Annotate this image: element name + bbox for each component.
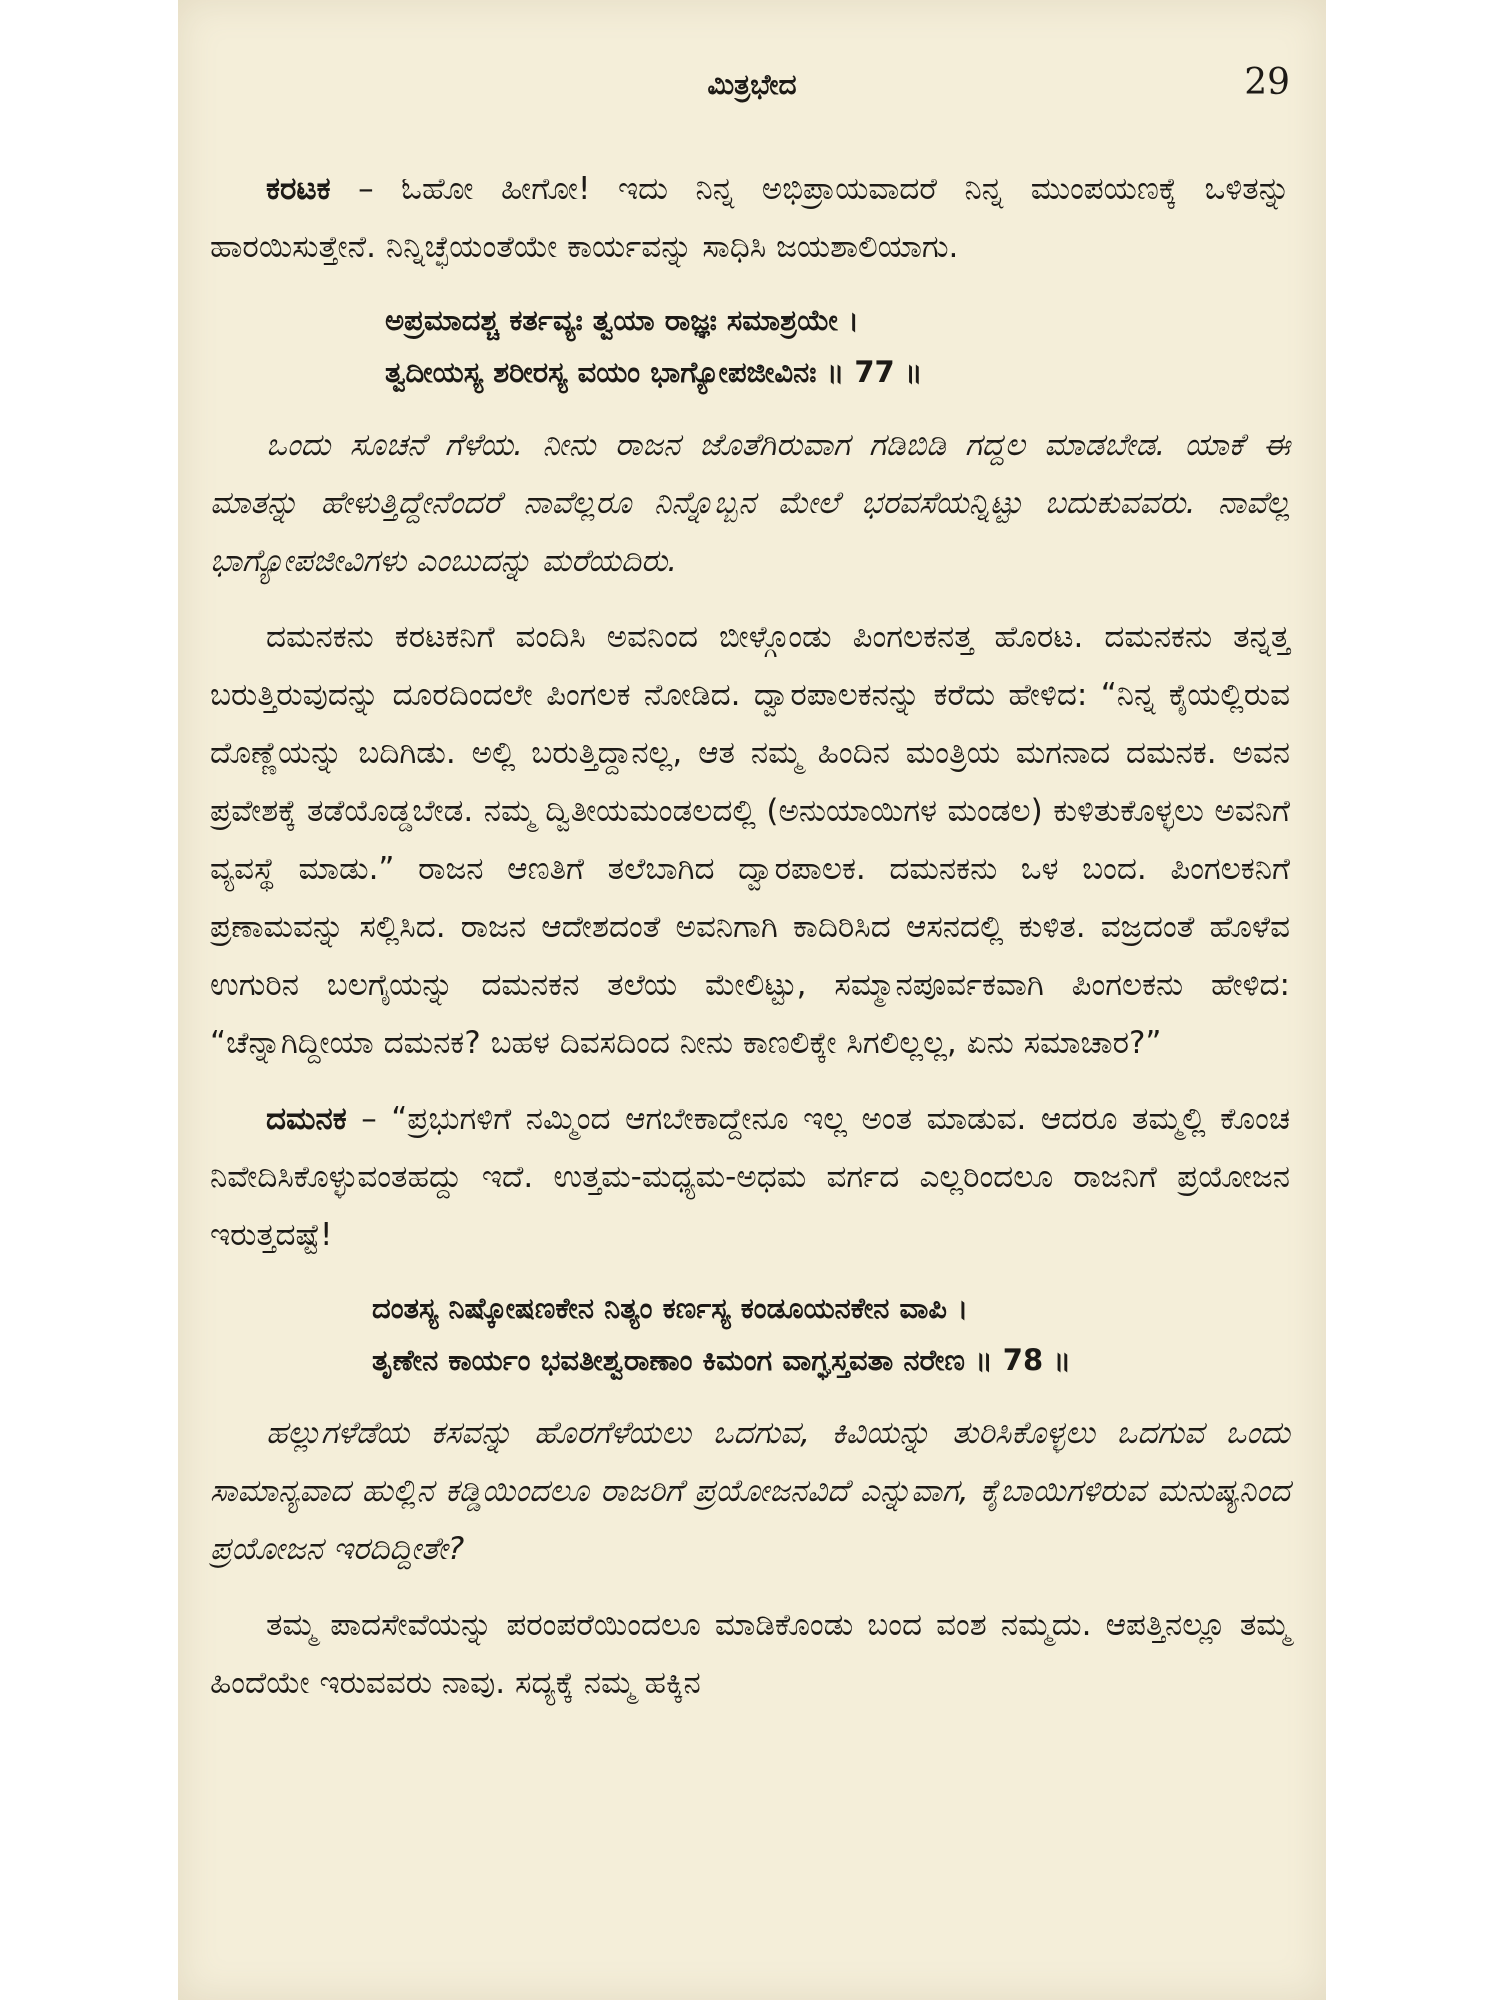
page-number: 29: [1244, 62, 1290, 103]
verse-line: ಅಪ್ರಮಾದಶ್ಚ ಕರ್ತವ್ಯಃ ತ್ವಯಾ ರಾಜ್ಞಃ ಸಮಾಶ್ರಯೇ ।: [385, 303, 859, 337]
narrative-paragraph: ತಮ್ಮ ಪಾದಸೇವೆಯನ್ನು ಪರಂಪರೆಯಿಂದಲೂ ಮಾಡಿಕೊಂಡು ಬಂದ ವಂಶ ನಮ್ಮದು. ಆಪತ್ತಿನಲ್ಲೂ ತಮ್ಮ ಹಿಂದೆಯೇ ಇರುವವರು ನಾವು. ಸದ್ಯಕ್ಕೆ ನಮ್ಮ ಹಕ್ಕಿನ: [210, 1607, 1290, 1701]
running-title: ಮಿತ್ರಭೇದ: [707, 68, 797, 101]
speech-text: – “ಪ್ರಭುಗಳಿಗೆ ನಮ್ಮಿಂದ ಆಗಬೇಕಾದ್ದೇನೂ ಇಲ್ಲ ಅಂತ ಮಾಡುವ. ಆದರೂ ತಮ್ಮಲ್ಲಿ ಕೊಂಚ ನಿವೇದಿಸಿಕೊಳ್ಳುವಂತಹದ್ದು ಇದೆ. ಉತ್ತಮ-ಮಧ್ಯಮ-ಅಧಮ ವರ್ಗದ ಎಲ್ಲರಿಂದಲೂ ರಾಜನಿಗೆ ಪ್ರಯೋಜನ ಇರುತ್ತದಷ್ಟೆ!: [210, 1101, 1290, 1253]
verse-78: [210, 1282, 1290, 1386]
verse-line: ತೃಣೇನ ಕಾರ್ಯಂ ಭವತೀಶ್ವರಾಣಾಂ ಕಿಮಂಗ ವಾಗ್ಘಸ್ತವತಾ ನರೇಣ ॥ 78 ॥: [372, 1343, 1071, 1377]
speaker-name: ಕರಟಕ: [266, 171, 331, 207]
verse-translation-paragraph: ಒಂದು ಸೂಚನೆ ಗೆಳೆಯ. ನೀನು ರಾಜನ ಜೊತೆಗಿರುವಾಗ ಗಡಿಬಿಡಿ ಗದ್ದಲ ಮಾಡಬೇಡ. ಯಾಕೆ ಈ ಮಾತನ್ನು ಹೇಳುತ್ತಿದ್ದೇನೆಂದರೆ ನಾವೆಲ್ಲರೂ ನಿನ್ನೊಬ್ಬನ ಮೇಲೆ ಭರವಸೆಯನ್ನಿಟ್ಟು ಬದುಕುವವರು. ನಾವೆಲ್ಲ ಭಾಗ್ಯೋಪಜೀವಿಗಳು ಎಂಬುದನ್ನು ಮರೆಯದಿರು.: [210, 427, 1290, 579]
verse-line: ದಂತಸ್ಯ ನಿಷ್ಕೋಷಣಕೇನ ನಿತ್ಯಂ ಕರ್ಣಸ್ಯ ಕಂಡೂಯನಕೇನ ವಾಪಿ ।: [372, 1291, 969, 1325]
speaker-name: ದಮನಕ: [266, 1101, 347, 1137]
verse-77: [210, 294, 1290, 398]
verse-translation-paragraph: ಹಲ್ಲುಗಳೆಡೆಯ ಕಸವನ್ನು ಹೊರಗೆಳೆಯಲು ಒದಗುವ, ಕಿವಿಯನ್ನು ತುರಿಸಿಕೊಳ್ಳಲು ಒದಗುವ ಒಂದು ಸಾಮಾನ್ಯವಾದ ಹುಲ್ಲಿನ ಕಡ್ಡಿಯಿಂದಲೂ ರಾಜರಿಗೆ ಪ್ರಯೋಜನವಿದೆ ಎನ್ನುವಾಗ, ಕೈಬಾಯಿಗಳಿರುವ ಮನುಷ್ಯನಿಂದ ಪ್ರಯೋಜನ ಇರದಿದ್ದೀತೇ?: [210, 1415, 1290, 1567]
paragraph-karataka-speech: [210, 160, 1290, 276]
verse-line: ತ್ವದೀಯಸ್ಯ ಶರೀರಸ್ಯ ವಯಂ ಭಾಗ್ಯೋಪಜೀವಿನಃ ॥ 77 ॥: [385, 355, 923, 389]
narrative-paragraph: ದಮನಕನು ಕರಟಕನಿಗೆ ವಂದಿಸಿ ಅವನಿಂದ ಬೀಳ್ಗೊಂಡು ಪಿಂಗಲಕನತ್ತ ಹೊರಟ. ದಮನಕನು ತನ್ನತ್ತ ಬರುತ್ತಿರುವುದನ್ನು ದೂರದಿಂದಲೇ ಪಿಂಗಲಕ ನೋಡಿದ. ದ್ವಾರಪಾಲಕನನ್ನು ಕರೆದು ಹೇಳಿದ: “ನಿನ್ನ ಕೈಯಲ್ಲಿರುವ ದೊಣ್ಣೆಯನ್ನು ಬದಿಗಿಡು. ಅಲ್ಲಿ ಬರುತ್ತಿದ್ದಾನಲ್ಲ, ಆತ ನಮ್ಮ ಹಿಂದಿನ ಮಂತ್ರಿಯ ಮಗನಾದ ದಮನಕ. ಅವನ ಪ್ರವೇಶಕ್ಕೆ ತಡೆಯೊಡ್ಡಬೇಡ. ನಮ್ಮ ದ್ವಿತೀಯಮಂಡಲದಲ್ಲಿ (ಅನುಯಾಯಿಗಳ ಮಂಡಲ) ಕುಳಿತುಕೊಳ್ಳಲು ಅವನಿಗೆ ವ್ಯವಸ್ಥೆ ಮಾಡು.” ರಾಜನ ಆಣತಿಗೆ ತಲೆಬಾಗಿದ ದ್ವಾರಪಾಲಕ. ದಮನಕನು ಒಳ ಬಂದ. ಪಿಂಗಲಕನಿಗೆ ಪ್ರಣಾಮವನ್ನು ಸಲ್ಲಿಸಿದ. ರಾಜನ ಆದೇಶದಂತೆ ಅವನಿಗಾಗಿ ಕಾದಿರಿಸಿದ ಆಸನದಲ್ಲಿ ಕುಳಿತ. ವಜ್ರದಂತೆ ಹೊಳೆವ ಉಗುರಿನ ಬಲಗೈಯನ್ನು ದಮನಕನ ತಲೆಯ ಮೇಲಿಟ್ಟು, ಸಮ್ಮಾನಪೂರ್ವಕವಾಗಿ ಪಿಂಗಲಕನು ಹೇಳಿದ: “ಚೆನ್ನಾಗಿದ್ದೀಯಾ ದಮನಕ? ಬಹಳ ದಿವಸದಿಂದ ನೀನು ಕಾಣಲಿಕ್ಕೇ ಸಿಗಲಿಲ್ಲಲ್ಲ, ಏನು ಸಮಾಚಾರ?”: [210, 619, 1290, 1061]
page-body: [210, 160, 1290, 1730]
page-header: [178, 62, 1326, 112]
speech-text: – ಓಹೋ ಹೀಗೋ! ಇದು ನಿನ್ನ ಅಭಿಪ್ರಾಯವಾದರೆ ನಿನ್ನ ಮುಂಪಯಣಕ್ಕೆ ಒಳಿತನ್ನು ಹಾರಯಿಸುತ್ತೇನೆ. ನಿನ್ನಿಚ್ಛೆಯಂತೆಯೇ ಕಾರ್ಯವನ್ನು ಸಾಧಿಸಿ ಜಯಶಾಲಿಯಾಗು.: [210, 171, 1290, 265]
paragraph-damanaka-speech: [210, 1090, 1290, 1264]
book-page: [178, 0, 1326, 2000]
